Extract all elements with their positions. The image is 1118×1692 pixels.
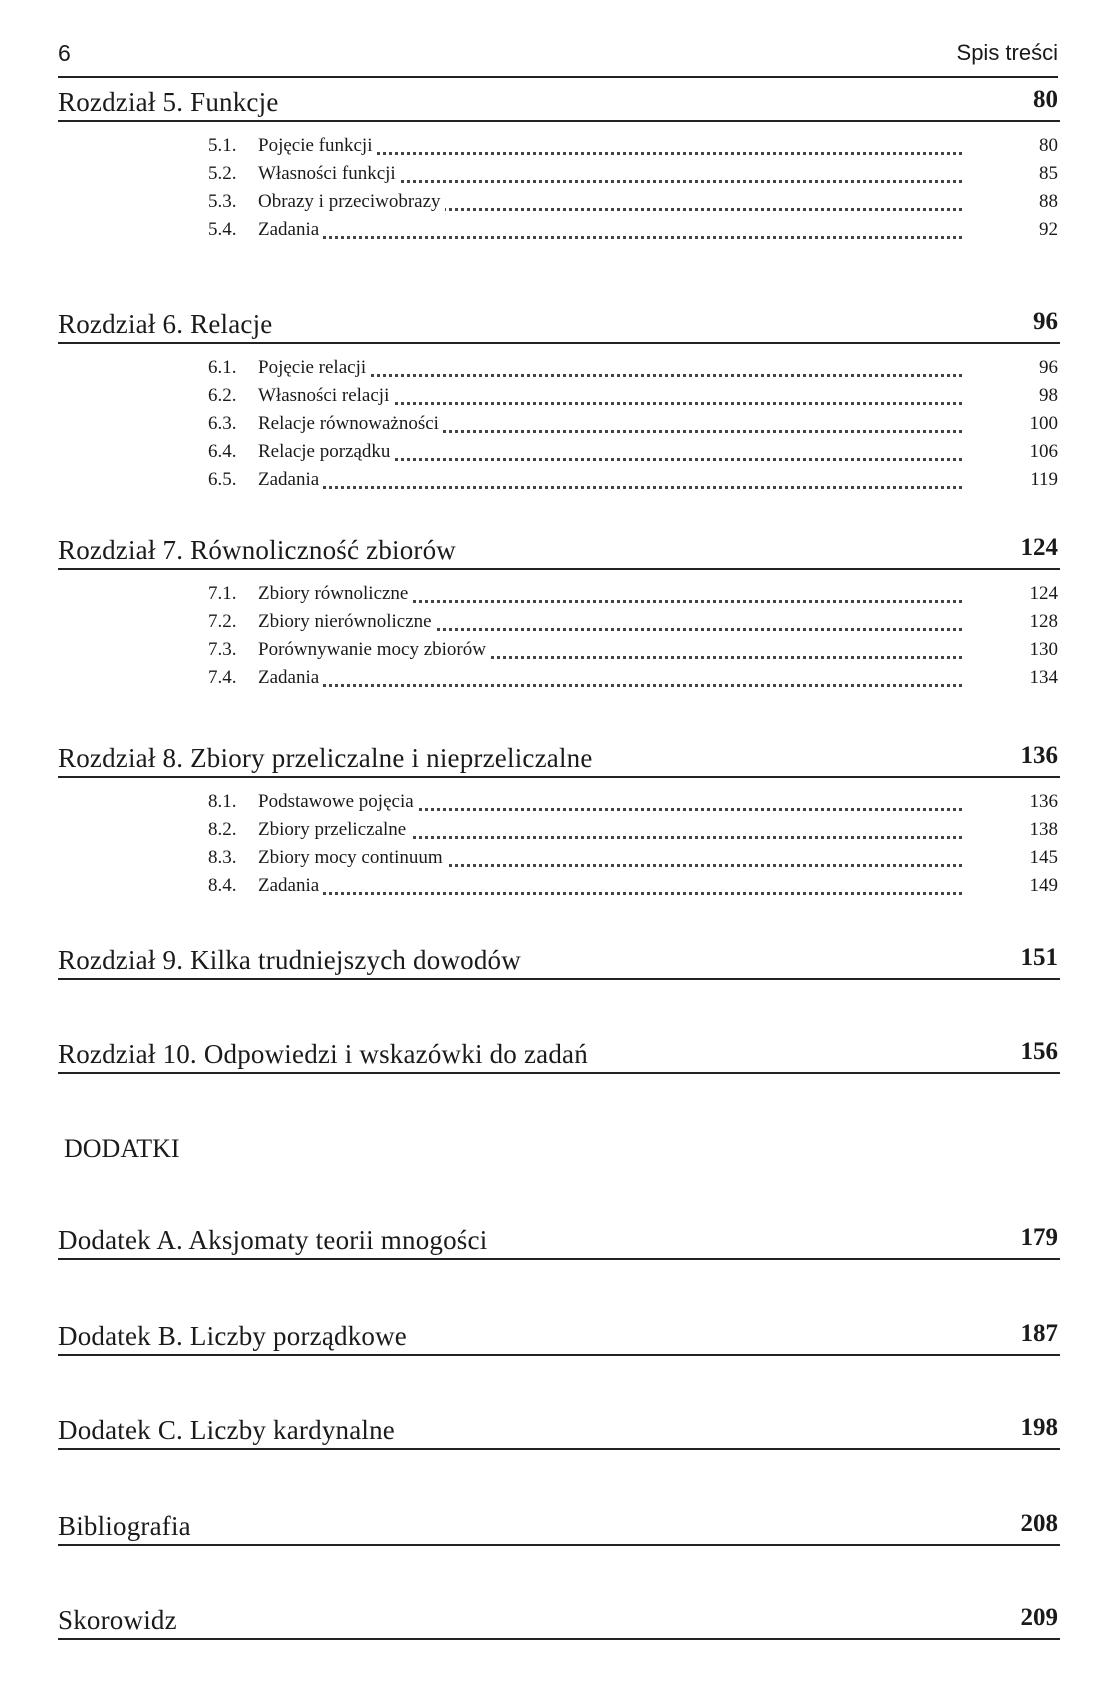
section-page-number: 128	[1029, 611, 1058, 632]
chapter-page-number: 151	[1020, 944, 1058, 971]
appendix-c	[58, 1412, 1060, 1450]
section-title: Zadania	[258, 216, 323, 244]
section-number: 7.3.	[208, 636, 254, 664]
section-title: Zbiory przeliczalne	[258, 816, 410, 844]
page-header	[58, 38, 1058, 78]
toc-entry[interactable]	[58, 664, 1060, 692]
page-number: 6	[58, 40, 71, 66]
index	[58, 1602, 1060, 1640]
section-title: Pojęcie relacji	[258, 354, 370, 382]
section-number: 6.1.	[208, 354, 254, 382]
toc-entry[interactable]	[58, 788, 1060, 816]
appendix-entry[interactable]	[58, 1318, 1060, 1356]
section-list	[58, 132, 1060, 244]
chapter-page-number: 136	[1020, 742, 1058, 769]
appendix-page-number: 209	[1020, 1604, 1058, 1631]
section-page-number: 149	[1029, 875, 1058, 896]
chapter-6	[58, 306, 1060, 494]
toc-entry[interactable]	[58, 816, 1060, 844]
toc-entry[interactable]	[58, 354, 1060, 382]
section-page-number: 100	[1029, 413, 1058, 434]
chapter-heading[interactable]	[58, 942, 1060, 980]
toc-entry[interactable]	[58, 844, 1060, 872]
section-title: Podstawowe pojęcia	[258, 788, 418, 816]
toc-entry[interactable]	[58, 608, 1060, 636]
section-page-number: 88	[1039, 191, 1058, 212]
appendix-entry[interactable]	[58, 1508, 1060, 1546]
section-number: 6.3.	[208, 410, 254, 438]
appendix-entry[interactable]	[58, 1222, 1060, 1260]
appendix-title: Skorowidz	[58, 1605, 177, 1635]
section-number: 5.2.	[208, 160, 254, 188]
chapter-title: Rozdział 5. Funkcje	[58, 87, 279, 117]
chapter-10	[58, 1036, 1060, 1074]
section-number: 6.2.	[208, 382, 254, 410]
section-title: Pojęcie funkcji	[258, 132, 377, 160]
section-title: Własności relacji	[258, 382, 393, 410]
section-title: Zadania	[258, 664, 323, 692]
toc-entry[interactable]	[58, 160, 1060, 188]
section-page-number: 98	[1039, 385, 1058, 406]
section-title: Zbiory równoliczne	[258, 580, 412, 608]
section-number: 7.1.	[208, 580, 254, 608]
section-page-number: 106	[1029, 441, 1058, 462]
chapter-page-number: 156	[1020, 1038, 1058, 1065]
section-page-number: 119	[1030, 469, 1058, 490]
section-page-number: 130	[1029, 639, 1058, 660]
chapter-heading[interactable]	[58, 1036, 1060, 1074]
appendix-title: Dodatek B. Liczby porządkowe	[58, 1321, 407, 1351]
appendix-page-number: 198	[1020, 1414, 1058, 1441]
section-title: Porównywanie mocy zbiorów	[258, 636, 490, 664]
appendix-b	[58, 1318, 1060, 1356]
section-page-number: 80	[1039, 135, 1058, 156]
section-list	[58, 354, 1060, 494]
toc-entry[interactable]	[58, 216, 1060, 244]
dot-leader	[258, 236, 962, 239]
chapter-title: Rozdział 7. Równoliczność zbiorów	[58, 535, 457, 565]
section-page-number: 96	[1039, 357, 1058, 378]
chapter-title: Rozdział 10. Odpowiedzi i wskazówki do zadań	[58, 1039, 588, 1069]
dot-leader	[258, 892, 962, 895]
appendix-page-number: 208	[1020, 1510, 1058, 1537]
appendix-a	[58, 1222, 1060, 1260]
toc-entry[interactable]	[58, 636, 1060, 664]
toc-entry[interactable]	[58, 438, 1060, 466]
chapter-5	[58, 84, 1060, 244]
section-number: 5.1.	[208, 132, 254, 160]
toc-entry[interactable]	[58, 466, 1060, 494]
section-number: 8.2.	[208, 816, 254, 844]
chapter-7	[58, 532, 1060, 692]
chapter-page-number: 124	[1020, 534, 1058, 561]
chapter-9	[58, 942, 1060, 980]
toc-entry[interactable]	[58, 132, 1060, 160]
chapter-title: Rozdział 6. Relacje	[58, 309, 273, 339]
chapter-title: Rozdział 9. Kilka trudniejszych dowodów	[58, 945, 521, 975]
section-page-number: 85	[1039, 163, 1058, 184]
chapter-heading[interactable]	[58, 306, 1060, 344]
section-page-number: 134	[1029, 667, 1058, 688]
section-number: 7.4.	[208, 664, 254, 692]
section-page-number: 124	[1029, 583, 1058, 604]
section-title: Zadania	[258, 466, 323, 494]
appendix-heading: DODATKI	[64, 1134, 180, 1163]
section-page-number: 136	[1029, 791, 1058, 812]
section-number: 8.1.	[208, 788, 254, 816]
section-title: Relacje porządku	[258, 438, 394, 466]
toc-entry[interactable]	[58, 410, 1060, 438]
appendix-title: Dodatek C. Liczby kardynalne	[58, 1415, 395, 1445]
toc-entry[interactable]	[58, 382, 1060, 410]
toc-entry[interactable]	[58, 188, 1060, 216]
section-title: Zbiory mocy continuum	[258, 844, 447, 872]
section-title: Obrazy i przeciwobrazy	[258, 188, 445, 216]
section-title: Zbiory nierównoliczne	[258, 608, 436, 636]
toc-entry[interactable]	[58, 872, 1060, 900]
section-number: 7.2.	[208, 608, 254, 636]
dot-leader	[258, 486, 962, 489]
section-list	[58, 580, 1060, 692]
section-number: 5.4.	[208, 216, 254, 244]
section-title: Zadania	[258, 872, 323, 900]
section-number: 5.3.	[208, 188, 254, 216]
appendix-entry[interactable]	[58, 1602, 1060, 1640]
appendix-entry[interactable]	[58, 1412, 1060, 1450]
appendix-title: Dodatek A. Aksjomaty teorii mnogości	[58, 1225, 488, 1255]
section-number: 8.3.	[208, 844, 254, 872]
appendix-page-number: 179	[1020, 1224, 1058, 1251]
chapter-heading[interactable]	[58, 84, 1060, 122]
section-number: 6.5.	[208, 466, 254, 494]
section-list	[58, 788, 1060, 900]
chapter-heading[interactable]	[58, 740, 1060, 778]
appendix-title: Bibliografia	[58, 1511, 191, 1541]
section-title: Własności funkcji	[258, 160, 400, 188]
section-page-number: 138	[1029, 819, 1058, 840]
chapter-8	[58, 740, 1060, 900]
dot-leader	[258, 684, 962, 687]
section-number: 8.4.	[208, 872, 254, 900]
section-title: Relacje równoważności	[258, 410, 443, 438]
chapter-page-number: 80	[1033, 86, 1058, 113]
section-page-number: 92	[1039, 219, 1058, 240]
toc-entry[interactable]	[58, 580, 1060, 608]
bibliography	[58, 1508, 1060, 1546]
running-title: Spis treści	[956, 40, 1058, 65]
section-page-number: 145	[1029, 847, 1058, 868]
chapter-page-number: 96	[1033, 308, 1058, 335]
chapter-title: Rozdział 8. Zbiory przeliczalne i nieprzeliczalne	[58, 743, 593, 773]
appendix-page-number: 187	[1020, 1320, 1058, 1347]
chapter-heading[interactable]	[58, 532, 1060, 570]
section-number: 6.4.	[208, 438, 254, 466]
